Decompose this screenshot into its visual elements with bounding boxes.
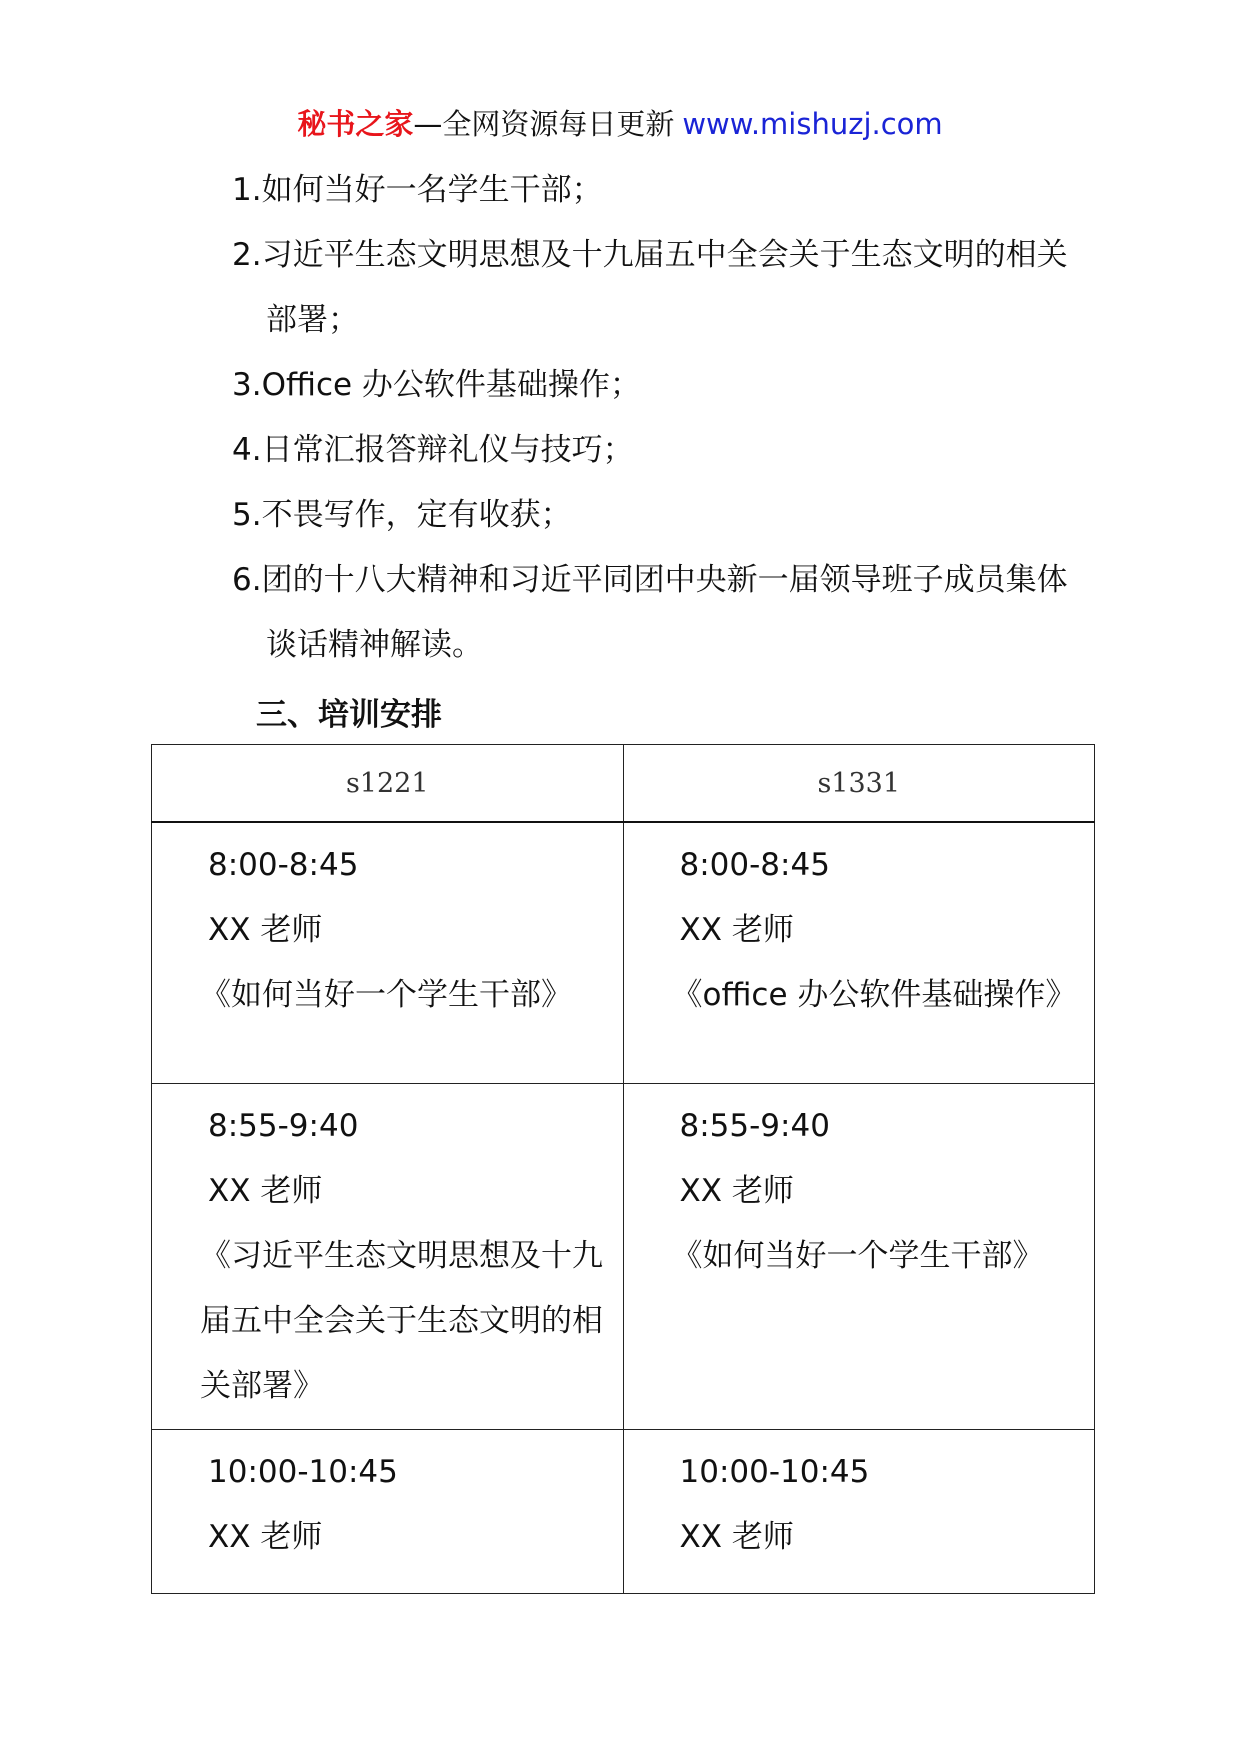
session-time: 8:00-8:45 <box>208 847 359 883</box>
column-header: s1221 <box>152 745 624 823</box>
schedule-table <box>151 744 1095 1594</box>
session-title: 《习近平生态文明思想及十九届五中全会关于生态文明的相关部署》 <box>200 1238 603 1404</box>
table-row <box>152 822 1095 1084</box>
table-cell <box>152 1084 624 1430</box>
list-item: 6.团的十八大精神和习近平同团中央新一届领导班子成员集体谈话精神解读。 <box>232 562 1068 663</box>
list-item: 4.日常汇报答辩礼仪与技巧； <box>232 432 634 468</box>
page-header <box>0 102 1240 146</box>
table-cell <box>152 822 624 1084</box>
list-item: 2.习近平生态文明思想及十九届五中全会关于生态文明的相关部署； <box>232 237 1068 338</box>
session-title: 《office 办公软件基础操作》 <box>671 977 1077 1013</box>
session-teacher: XX 老师 <box>679 912 794 948</box>
table-row <box>152 1430 1095 1594</box>
list-item: 5.不畏写作，定有收获； <box>232 497 572 533</box>
site-url[interactable]: www.mishuzj.com <box>682 107 943 141</box>
session-time: 10:00-10:45 <box>679 1454 870 1490</box>
brand-name: 秘书之家 <box>297 107 414 141</box>
list-item: 3.Office 办公软件基础操作； <box>232 367 641 403</box>
header-tagline: —全网资源每日更新 <box>413 107 675 141</box>
table-cell <box>623 822 1095 1084</box>
session-teacher: XX 老师 <box>208 1173 323 1209</box>
list-item: 1.如何当好一名学生干部； <box>232 172 603 208</box>
session-teacher: XX 老师 <box>208 912 323 948</box>
column-header: s1331 <box>623 745 1095 823</box>
session-time: 10:00-10:45 <box>208 1454 398 1490</box>
session-title: 《如何当好一个学生干部》 <box>671 1238 1044 1274</box>
topic-list <box>232 158 1072 678</box>
table-row <box>152 1084 1095 1430</box>
session-time: 8:55-9:40 <box>208 1108 359 1144</box>
table-header-row <box>152 745 1095 823</box>
session-teacher: XX 老师 <box>679 1519 794 1555</box>
session-title: 《如何当好一个学生干部》 <box>200 977 572 1013</box>
session-teacher: XX 老师 <box>679 1173 794 1209</box>
session-time: 8:00-8:45 <box>679 847 830 883</box>
session-time: 8:55-9:40 <box>679 1108 830 1144</box>
section-heading: 三、培训安排 <box>256 697 442 733</box>
table-cell <box>152 1430 624 1594</box>
table-cell <box>623 1430 1095 1594</box>
session-teacher: XX 老师 <box>208 1519 323 1555</box>
table-cell <box>623 1084 1095 1430</box>
